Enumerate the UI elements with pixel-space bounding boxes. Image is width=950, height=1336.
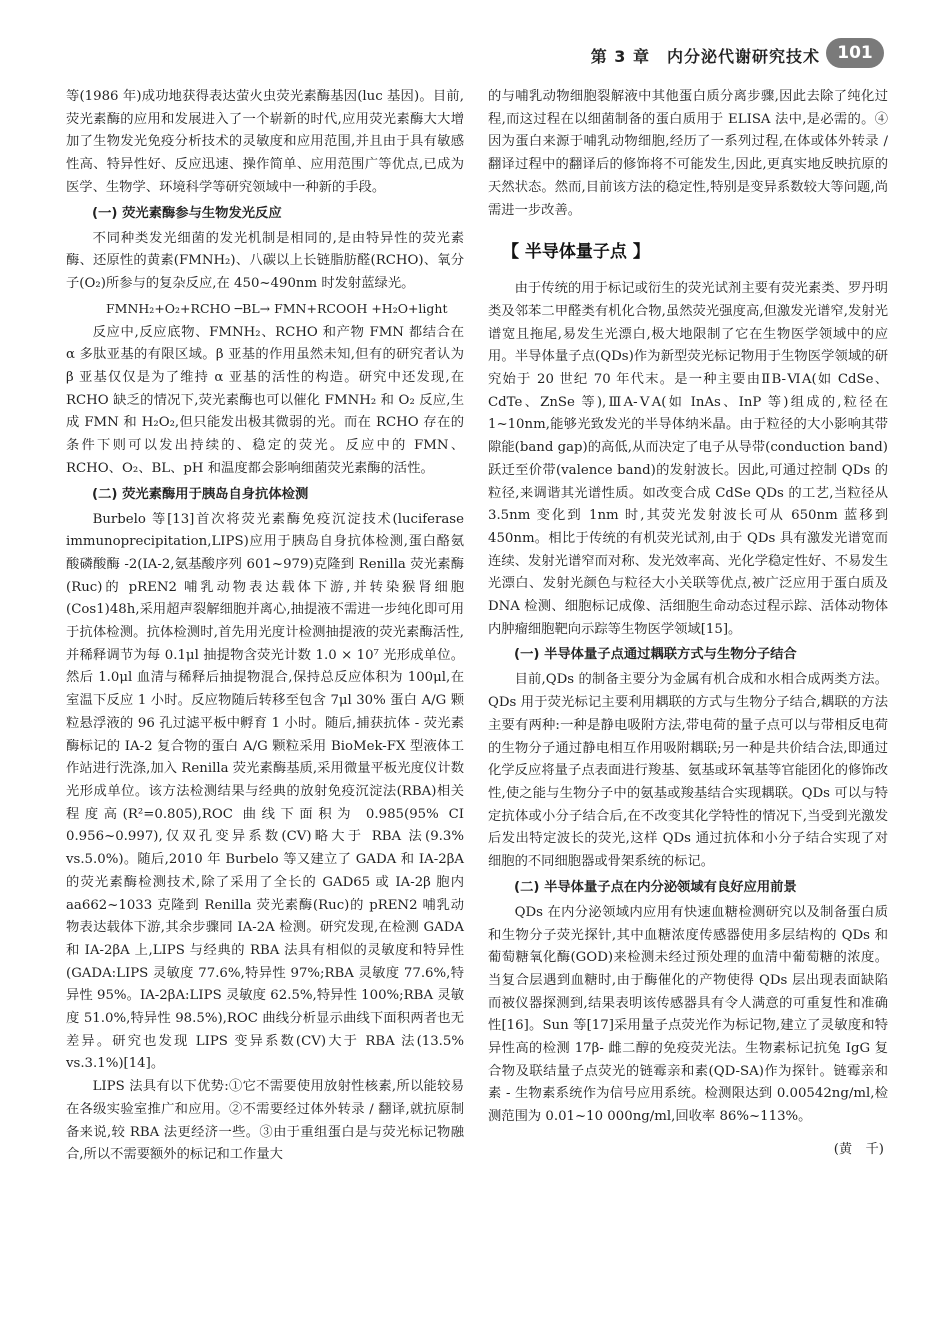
paragraph: 反应中,反应底物、FMNH₂、RCHO 和产物 FMN 都结合在 α 多肽亚基的有限区域。β 亚基的作用虽然未知,但有的研究者认为 β 亚基仅仅是为了维持 α 亚基的活性的构造。研究中还发现,在 RCHO 缺乏的情况下,荧光素酶也可以催化 FMNH₂ 和 O₂ 反应,生成 FMN 和 H₂O₂,但只能发出极其微弱的光。而在 RCHO 存在的条件下则可以发出持续的、稳定的荧光。反应中的 FMN、RCHO、O₂、BL、pH 和温度都会影响细菌荧光素酶的活性。	[66, 324, 464, 476]
paragraph: 等(1986 年)成功地获得表达萤火虫荧光素酶基因(luc 基因)。目前,荧光素酶的应用和发展进入了一个崭新的时代,应用荧光素酶大大增加了生物发光免疫分析技术的灵敏度和应用范围,并且由于具有敏感性高、特异性好、反应迅速、操作简单、应用范围广等优点,已成为医学、生物学、环境科学等研究领域中一种新的手段。	[66, 89, 464, 195]
paragraph: 不同种类发光细菌的发光机制是相同的,是由特异性的荧光素酶、还原性的黄素(FMNH₂)、八碳以上长链脂肪醛(RCHO)、氧分子(O₂)所参与的复杂反应,在 450~490nm 时发射蓝绿光。	[66, 230, 464, 291]
subsection-heading: (一) 荧光素酶参与生物发光反应	[92, 205, 282, 221]
author-signature: (黄 千)	[833, 1141, 884, 1157]
page-header	[0, 38, 950, 78]
reaction-formula: FMNH₂+O₂+RCHO ─BL→ FMN+RCOOH +H₂O+light	[106, 300, 448, 316]
paragraph: 的与哺乳动物细胞裂解液中其他蛋白质分离步骤,因此去除了纯化过程,而这过程在以细菌制备的蛋白质用于 ELISA 法中,是必需的。④因为蛋白来源于哺乳动物细胞,经历了一系列过程,在体或体外转录 / 翻译过程中的翻译后的修饰将不可能发生,因此,更真实地反映抗原的天然状态。然而,目前该方法的稳定性,特别是变异系数较大等问题,尚需进一步改善。	[488, 89, 888, 218]
paragraph: LIPS 法具有以下优势:①它不需要使用放射性核素,所以能较易在各级实验室推广和应用。②不需要经过体外转录 / 翻译,就抗原制备来说,较 RBA 法更经济一些。③由于重组蛋白是与荧光标记物融合,所以不需要额外的标记和工作量大	[66, 1079, 464, 1163]
subsection-heading: (二) 荧光素酶用于胰岛自身抗体检测	[92, 486, 309, 502]
right-column	[488, 86, 888, 1162]
subsection-heading: (二) 半导体量子点在内分泌领域有良好应用前景	[514, 879, 797, 895]
section-title: 【 半导体量子点 】	[502, 242, 650, 263]
subsection-heading: (一) 半导体量子点通过耦联方式与生物分子结合	[514, 647, 797, 663]
chapter-title: 第 3 章 内分泌代谢研究技术	[590, 47, 820, 66]
paragraph: QDs 在内分泌领域内应用有快速血糖检测研究以及制备蛋白质和生物分子荧光探针,其中血糖浓度传感器使用多层结构的 QDs 和葡萄糖氧化酶(GOD)来检测未经过预处理的血清中葡萄糖的浓度。当复合层遇到血糖时,由于酶催化的产物使得 QDs 层出现表面缺陷而被仪器探测到,结果表明该传感器具有令人满意的可重复性和准确性[16]。Sun 等[17]采用量子点荧光作为标记物,建立了灵敏度和特异性高的检测 17β- 雌二醇的免疫荧光法。生物素标记抗兔 IgG 复合物及联结量子点荧光的链霉亲和素(QD-SA)作为探针。链霉亲和素 - 生物素系统作为信号应用系统。检测限达到 0.00542ng/ml,检测范围为 0.01~10 000ng/ml,回收率 86%~113%。	[488, 904, 888, 1125]
paragraph: 由于传统的用于标记或衍生的荧光试剂主要有荧光素类、罗丹明类及邻苯二甲醛类有机化合物,虽然荧光强度高,但激发光谱窄,发射光谱宽且拖尾,易发生光漂白,极大地限制了它在生物医学领域中的应用。半导体量子点(QDs)作为新型荧光标记物用于生物医学领域的研究始于 20 世纪 70 年代末。是一种主要由ⅡB-ⅥA(如 CdSe、CdTe、ZnSe 等),ⅢA-ⅤA(如 InAs、InP 等)组成的,粒径在 1~10nm,能够光致发光的半导体纳米晶。由于粒径的大小影响其带隙能(band gap)的高低,从而决定了电子从导带(conduction band)跃迁至价带(valence band)的发射波长。因此,可通过控制 QDs 的粒径,来调谐其光谱性质。如改变合成 CdSe QDs 的工艺,当粒径从 3.5nm 变化到 1nm 时,其荧光发射波长可从 650nm 蓝移到 450nm。相比于传统的有机荧光试剂,由于 QDs 具有激发光谱宽而连续、发射光谱窄而对称、发光效率高、光化学稳定性好、不易发生光漂白、发射光颜色与粒径大小关联等优点,被广泛应用于蛋白质及 DNA 检测、细胞标记成像、活细胞生命动态过程示踪、活体动物体内肿瘤细胞靶向示踪等生物医学领域[15]。	[488, 281, 888, 637]
page-number-badge: 101	[826, 38, 884, 68]
paragraph: Burbelo 等[13]首次将荧光素酶免疫沉淀技术(luciferase immunoprecipitation,LIPS)应用于胰岛自身抗体检测,蛋白酪氨酸磷酸酶 -2(IA-2,氨基酸序列 601~979)克隆到 Renilla 荧光素酶(Ruc)的 pREN2 哺乳动物表达载体下游,并转染猴肾细胞(Cos1)48h,采用超声裂解细胞并离心,抽提液不需进一步纯化即可用于抗体检测。抗体检测时,首先用光度计检测抽提液的荧光素酶活性,并稀释调节为每 0.1μl 抽提物含荧光计数 1.0 × 10⁷ 光形成单位。然后 1.0μl 血清与稀释后抽提物混合,保持总反应体积为 100μl,在室温下反应 1 小时。反应物随后转移至包含 7μl 30% 蛋白 A/G 颗粒悬浮液的 96 孔过滤平板中孵育 1 小时。随后,捕获抗体 - 荧光素酶标记的 IA-2 复合物的蛋白 A/G 颗粒采用 BioMek-FX 型液体工作站进行洗涤,加入 Renilla 荧光素酶基质,采用微量平板光度仪计数光形成单位。该方法检测结果与经典的放射免疫沉淀法(RBA)相关程度高(R²=0.805),ROC 曲线下面积为 0.985(95% CI 0.956~0.997),仅双孔变异系数(CV)略大于 RBA 法(9.3% vs.5.0%)。随后,2010 年 Burbelo 等又建立了 GADA 和 IA-2βA 的荧光素酶检测技术,除了采用了全长的 GAD65 或 IA-2β 胞内 aa662~1033 克隆到 Renilla 荧光素酶(Ruc)的 pREN2 哺乳动物表达载体下游,其余步骤同 IA-2A 检测。研究发现,在检测 GADA 和 IA-2βA 上,LIPS 与经典的 RBA 法具有相似的灵敏度和特异性(GADA:LIPS 灵敏度 77.6%,特异性 97%;RBA 灵敏度 77.6%,特异性 95%。IA-2βA:LIPS 灵敏度 62.5%,特异性 100%;RBA 灵敏度 51.0%,特异性 98.5%),ROC 曲线分析显示曲线下面积两者也无差异。研究也发现 LIPS 变异系数(CV)大于 RBA 法(13.5% vs.3.1%)[14]。	[66, 511, 464, 1072]
left-column	[66, 86, 464, 1167]
paragraph: 目前,QDs 的制备主要分为金属有机合成和水相合成两类方法。QDs 用于荧光标记主要利用耦联的方式与生物分子结合,耦联的方法主要有两种:一种是静电吸附方法,带电荷的量子点可以与带相反电荷的生物分子通过静电相互作用吸附耦联;另一种是共价结合法,即通过化学反应将量子点表面进行羧基、氨基或环氧基等官能团化的修饰改性,使之能与生物分子中的氨基或羧基结合实现耦联。QDs 可以与特定抗体或小分子结合后,在不改变其化学特性的情况下,当受到光激发后发出特定波长的荧光,这样 QDs 通过抗体和小分子结合实现了对细胞的不同细胞器或骨架系统的标记。	[488, 672, 888, 870]
